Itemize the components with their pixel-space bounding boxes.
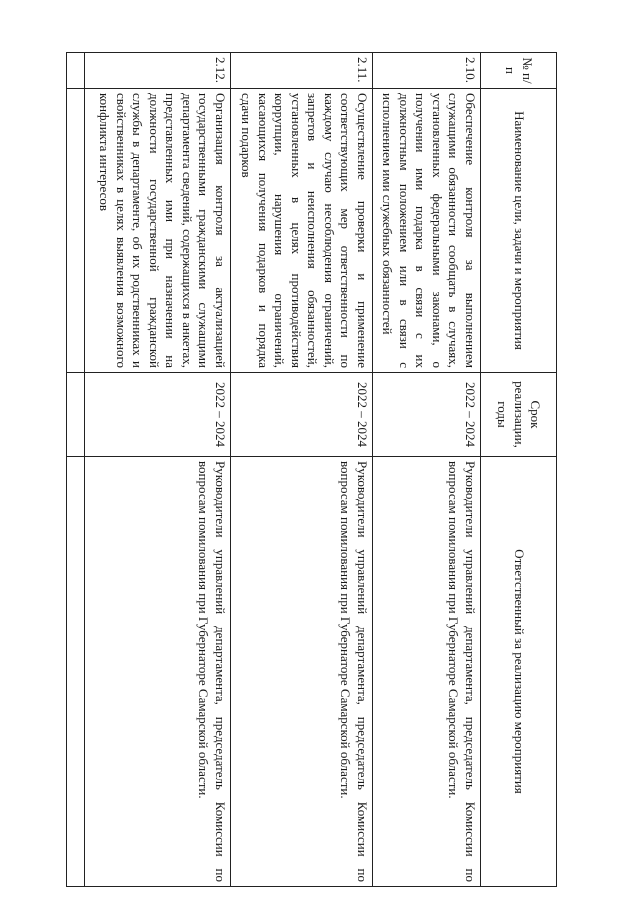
measures-table	[66, 52, 557, 887]
row-term: 2022 – 2024	[85, 373, 231, 457]
table-header-row	[481, 53, 557, 887]
row-responsible: Руководители управлений департамента, председатель Комиссии по вопросам помилования при Губернаторе Самарской области.	[85, 457, 231, 887]
table-row	[373, 53, 481, 887]
table-row	[231, 53, 373, 887]
row-responsible: Руководители управлений департамента, председатель Комиссии по вопросам помилования при Губернаторе Самарской области.	[373, 457, 481, 887]
row-num: 2.12.	[85, 53, 231, 89]
row-term: 2022 – 2024	[231, 373, 373, 457]
table-row-empty	[67, 53, 85, 887]
header-responsible: Ответственный за реализацию мероприятия	[481, 457, 557, 887]
row-name: Обеспечение контроля за выполнением служащими обязанности сообщать в случаях, установленных федеральными законами, о получении ими подарка в связи с их должностным положением или в связи с исполнением ими служебных обязанностей	[373, 89, 481, 373]
row-responsible: Руководители управлений департамента, председатель Комиссии по вопросам помилования при Губернаторе Самарской области.	[231, 457, 373, 887]
rotated-page	[67, 52, 557, 886]
header-name: Наименование цели, задачи и мероприятия	[481, 89, 557, 373]
header-term: Срок реализации, годы	[481, 373, 557, 457]
header-num: № п/п	[481, 53, 557, 89]
row-name: Организация контроля за актуализацией государственными гражданскими служащими департамента сведений, содержащихся в анкетах, представленных ими при назначении на должности государственной гражданской службы в департаменте, об их родственниках и свойственниках в целях выявления возможного конфликта интересов	[85, 89, 231, 373]
row-num: 2.11.	[231, 53, 373, 89]
row-term: 2022 – 2024	[373, 373, 481, 457]
table-row	[85, 53, 231, 887]
row-name: Осуществление проверки и применение соответствующих мер ответственности по каждому случаю несоблюдения ограничений, запретов и неисполнения обязанностей, установленных в целях противодействия коррупции, нарушения ограничений, касающихся получения подарков и порядка сдачи подарков	[231, 89, 373, 373]
row-num: 2.10.	[373, 53, 481, 89]
